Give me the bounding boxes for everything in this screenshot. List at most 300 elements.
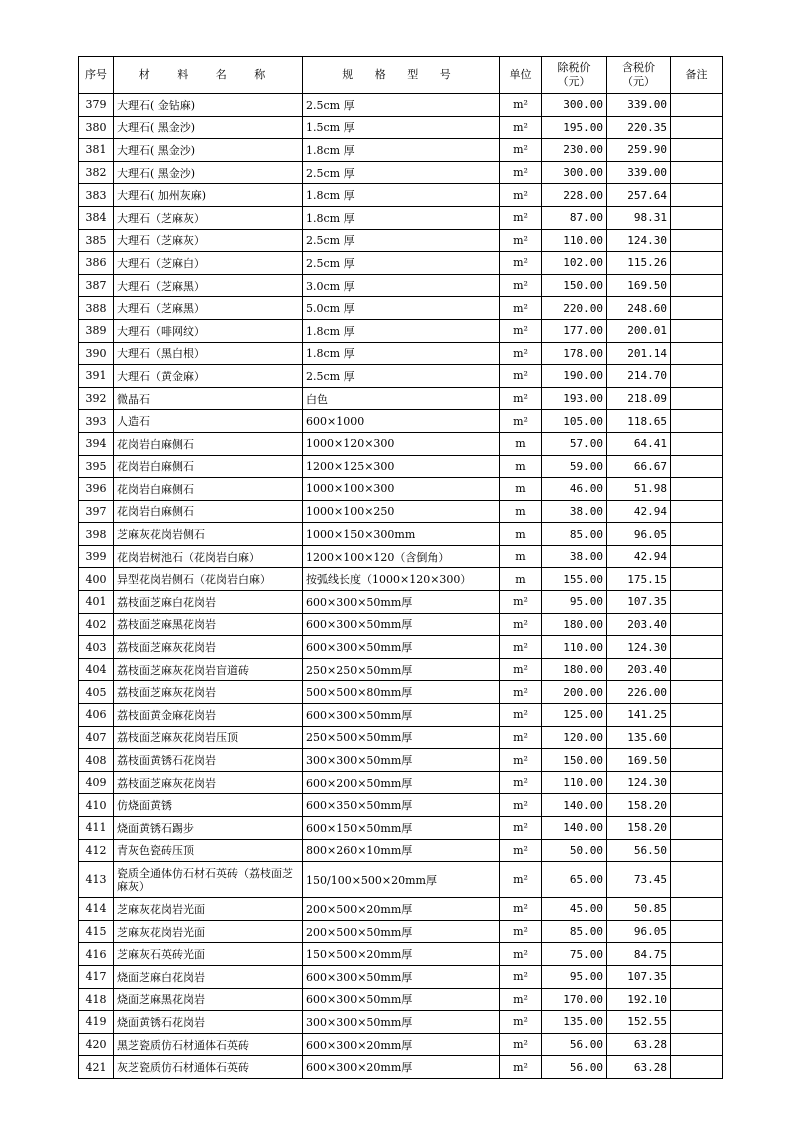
row-note [671,455,723,478]
row-spec: 600×300×20mm厚 [303,1056,500,1079]
row-unit: m² [500,704,542,727]
row-unit: m² [500,839,542,862]
row-note [671,161,723,184]
table-row [79,681,723,704]
row-note [671,704,723,727]
row-price-excl: 300.00 [542,161,607,184]
row-spec: 3.0cm 厚 [303,274,500,297]
row-price-incl: 51.98 [607,478,671,501]
row-spec: 1.8cm 厚 [303,319,500,342]
row-name: 荔枝面芝麻灰花岗岩盲道砖 [114,658,303,681]
row-no: 407 [79,726,114,749]
row-name: 荔枝面芝麻黑花岗岩 [114,613,303,636]
row-name: 大理石（黑白根） [114,342,303,365]
header-price-incl-line1: 含税价 [622,61,655,74]
row-price-excl: 180.00 [542,658,607,681]
table-row [79,274,723,297]
row-note [671,920,723,943]
row-no: 406 [79,704,114,727]
row-unit: m² [500,681,542,704]
table-body [79,94,723,1079]
row-no: 391 [79,365,114,388]
row-note [671,568,723,591]
row-spec: 2.5cm 厚 [303,252,500,275]
row-name: 大理石( 金钻麻) [114,94,303,117]
row-spec: 600×150×50mm厚 [303,817,500,840]
row-name: 灰芝瓷质仿石材通体石英砖 [114,1056,303,1079]
header-name: 材 料 名 称 [114,57,303,94]
row-no: 418 [79,988,114,1011]
row-price-excl: 59.00 [542,455,607,478]
row-note [671,749,723,772]
header-unit: 单位 [500,57,542,94]
row-name: 大理石（芝麻黑） [114,274,303,297]
row-spec: 150/100×500×20mm厚 [303,862,500,898]
row-name: 大理石( 黑金沙) [114,161,303,184]
row-unit: m² [500,965,542,988]
row-name: 芝麻灰花岗岩光面 [114,920,303,943]
row-price-incl: 175.15 [607,568,671,591]
row-price-incl: 169.50 [607,749,671,772]
row-spec: 600×300×50mm厚 [303,636,500,659]
row-name: 大理石( 黑金沙) [114,116,303,139]
row-no: 396 [79,478,114,501]
row-name: 大理石（芝麻白） [114,252,303,275]
row-note [671,898,723,921]
row-price-excl: 150.00 [542,274,607,297]
row-spec: 1000×150×300mm [303,523,500,546]
header-note: 备注 [671,57,723,94]
row-unit: m² [500,342,542,365]
row-spec: 600×200×50mm厚 [303,771,500,794]
row-name: 烧面芝麻黑花岗岩 [114,988,303,1011]
row-name: 大理石（黄金麻） [114,365,303,388]
row-unit: m² [500,862,542,898]
row-no: 417 [79,965,114,988]
row-note [671,862,723,898]
row-price-incl: 63.28 [607,1033,671,1056]
row-no: 399 [79,545,114,568]
header-no: 序号 [79,57,114,94]
table-row [79,432,723,455]
row-note [671,839,723,862]
row-spec: 1.8cm 厚 [303,184,500,207]
row-price-excl: 110.00 [542,771,607,794]
table-row [79,455,723,478]
row-name: 大理石（啡网纹） [114,319,303,342]
row-unit: m² [500,274,542,297]
row-price-incl: 64.41 [607,432,671,455]
row-spec: 1200×125×300 [303,455,500,478]
row-note [671,636,723,659]
row-note [671,545,723,568]
row-unit: m [500,545,542,568]
row-note [671,726,723,749]
table-row [79,206,723,229]
row-price-incl: 158.20 [607,794,671,817]
row-no: 386 [79,252,114,275]
row-price-excl: 230.00 [542,139,607,162]
row-unit: m² [500,387,542,410]
table-row [79,862,723,898]
row-no: 412 [79,839,114,862]
row-price-excl: 45.00 [542,898,607,921]
row-no: 393 [79,410,114,433]
row-name: 花岗岩白麻侧石 [114,432,303,455]
row-no: 421 [79,1056,114,1079]
table-row [79,636,723,659]
row-no: 400 [79,568,114,591]
row-no: 382 [79,161,114,184]
table-row [79,365,723,388]
price-table [78,56,723,1079]
row-unit: m² [500,139,542,162]
row-note [671,478,723,501]
row-price-incl: 203.40 [607,658,671,681]
row-name: 荔枝面芝麻灰花岗岩压顶 [114,726,303,749]
row-price-excl: 75.00 [542,943,607,966]
row-spec: 200×500×20mm厚 [303,898,500,921]
header-price-excl-line1: 除税价 [557,61,591,74]
row-price-excl: 220.00 [542,297,607,320]
row-name: 荔枝面黄金麻花岗岩 [114,704,303,727]
row-note [671,229,723,252]
row-price-excl: 300.00 [542,94,607,117]
row-spec: 150×500×20mm厚 [303,943,500,966]
row-price-incl: 200.01 [607,319,671,342]
row-spec: 白色 [303,387,500,410]
row-price-incl: 135.60 [607,726,671,749]
row-price-excl: 140.00 [542,794,607,817]
row-unit: m² [500,297,542,320]
row-name: 荔枝面芝麻灰花岗岩 [114,771,303,794]
row-no: 416 [79,943,114,966]
row-spec: 1.8cm 厚 [303,206,500,229]
row-price-incl: 218.09 [607,387,671,410]
row-unit: m² [500,206,542,229]
row-price-excl: 87.00 [542,206,607,229]
row-unit: m² [500,771,542,794]
row-no: 379 [79,94,114,117]
row-unit: m [500,500,542,523]
row-name: 花岗岩白麻侧石 [114,455,303,478]
row-spec: 2.5cm 厚 [303,161,500,184]
row-price-incl: 107.35 [607,965,671,988]
row-name: 荔枝面芝麻灰花岗岩 [114,681,303,704]
table-row [79,817,723,840]
row-no: 419 [79,1011,114,1034]
row-price-incl: 220.35 [607,116,671,139]
row-price-incl: 56.50 [607,839,671,862]
row-price-incl: 63.28 [607,1056,671,1079]
table-row [79,184,723,207]
row-note [671,206,723,229]
row-price-incl: 339.00 [607,161,671,184]
table-row [79,500,723,523]
row-no: 381 [79,139,114,162]
table-row [79,410,723,433]
row-spec: 600×350×50mm厚 [303,794,500,817]
row-unit: m² [500,116,542,139]
row-note [671,94,723,117]
row-price-incl: 169.50 [607,274,671,297]
table-row [79,1033,723,1056]
row-price-excl: 57.00 [542,432,607,455]
row-no: 401 [79,591,114,614]
row-note [671,252,723,275]
row-price-excl: 110.00 [542,636,607,659]
row-price-excl: 85.00 [542,523,607,546]
row-note [671,274,723,297]
row-name: 荔枝面黄锈石花岗岩 [114,749,303,772]
row-price-excl: 140.00 [542,817,607,840]
row-note [671,387,723,410]
row-price-incl: 124.30 [607,771,671,794]
table-row [79,94,723,117]
table-row [79,252,723,275]
row-name: 芝麻灰石英砖光面 [114,943,303,966]
row-price-excl: 135.00 [542,1011,607,1034]
table-row [79,839,723,862]
row-note [671,794,723,817]
table-row [79,704,723,727]
row-note [671,681,723,704]
table-row [79,478,723,501]
row-unit: m² [500,252,542,275]
row-note [671,500,723,523]
row-price-excl: 190.00 [542,365,607,388]
row-price-incl: 124.30 [607,229,671,252]
row-price-incl: 50.85 [607,898,671,921]
table-row [79,387,723,410]
row-price-excl: 38.00 [542,545,607,568]
row-no: 420 [79,1033,114,1056]
row-spec: 600×300×20mm厚 [303,1033,500,1056]
table-row [79,568,723,591]
row-price-incl: 73.45 [607,862,671,898]
row-note [671,658,723,681]
row-note [671,410,723,433]
row-spec: 1.8cm 厚 [303,342,500,365]
table-row [79,965,723,988]
row-unit: m² [500,943,542,966]
row-no: 392 [79,387,114,410]
row-price-excl: 200.00 [542,681,607,704]
row-no: 394 [79,432,114,455]
row-spec: 500×500×80mm厚 [303,681,500,704]
row-note [671,965,723,988]
row-spec: 1.5cm 厚 [303,116,500,139]
row-note [671,613,723,636]
table-row [79,342,723,365]
table-row [79,988,723,1011]
row-name: 人造石 [114,410,303,433]
row-unit: m² [500,613,542,636]
row-unit: m [500,432,542,455]
row-price-incl: 107.35 [607,591,671,614]
table-row [79,161,723,184]
table-row [79,898,723,921]
row-no: 402 [79,613,114,636]
row-note [671,1056,723,1079]
row-price-incl: 42.94 [607,500,671,523]
row-unit: m² [500,184,542,207]
table-row [79,771,723,794]
row-unit: m² [500,920,542,943]
row-price-excl: 110.00 [542,229,607,252]
row-spec: 5.0cm 厚 [303,297,500,320]
row-price-excl: 125.00 [542,704,607,727]
row-no: 388 [79,297,114,320]
row-name: 大理石( 加州灰麻) [114,184,303,207]
row-note [671,365,723,388]
row-spec: 300×300×50mm厚 [303,1011,500,1034]
row-price-excl: 105.00 [542,410,607,433]
row-no: 415 [79,920,114,943]
row-name: 大理石( 黑金沙) [114,139,303,162]
row-no: 398 [79,523,114,546]
row-price-incl: 201.14 [607,342,671,365]
table-row [79,943,723,966]
row-unit: m² [500,1056,542,1079]
row-name: 荔枝面芝麻白花岗岩 [114,591,303,614]
row-spec: 按弧线长度（1000×120×300） [303,568,500,591]
row-spec: 600×300×50mm厚 [303,988,500,1011]
row-price-incl: 118.65 [607,410,671,433]
row-unit: m² [500,94,542,117]
row-no: 397 [79,500,114,523]
row-price-excl: 180.00 [542,613,607,636]
row-unit: m² [500,161,542,184]
table-row [79,613,723,636]
row-spec: 1000×120×300 [303,432,500,455]
row-price-excl: 120.00 [542,726,607,749]
row-price-incl: 96.05 [607,523,671,546]
row-name: 瓷质全通体仿石材石英砖（荔枝面芝麻灰） [114,862,303,898]
row-price-excl: 95.00 [542,591,607,614]
row-unit: m [500,455,542,478]
table-row [79,116,723,139]
row-note [671,116,723,139]
row-spec: 2.5cm 厚 [303,94,500,117]
row-no: 404 [79,658,114,681]
header-price-excl [542,57,607,94]
table-row [79,139,723,162]
row-spec: 200×500×50mm厚 [303,920,500,943]
row-price-excl: 56.00 [542,1033,607,1056]
row-price-incl: 115.26 [607,252,671,275]
row-unit: m [500,568,542,591]
table-row [79,1011,723,1034]
header-price-incl [607,57,671,94]
row-unit: m² [500,1011,542,1034]
row-no: 411 [79,817,114,840]
row-name: 烧面芝麻白花岗岩 [114,965,303,988]
row-name: 仿烧面黄锈 [114,794,303,817]
row-no: 413 [79,862,114,898]
row-price-incl: 259.90 [607,139,671,162]
row-name: 烧面黄锈石花岗岩 [114,1011,303,1034]
row-price-incl: 124.30 [607,636,671,659]
row-no: 380 [79,116,114,139]
row-price-incl: 98.31 [607,206,671,229]
row-price-excl: 56.00 [542,1056,607,1079]
row-no: 403 [79,636,114,659]
table-row [79,297,723,320]
row-price-excl: 170.00 [542,988,607,1011]
row-unit: m² [500,658,542,681]
row-name: 黑芝瓷质仿石材通体石英砖 [114,1033,303,1056]
row-unit: m² [500,229,542,252]
row-note [671,1011,723,1034]
row-price-incl: 214.70 [607,365,671,388]
row-price-excl: 155.00 [542,568,607,591]
row-spec: 300×300×50mm厚 [303,749,500,772]
row-note [671,184,723,207]
row-spec: 600×300×50mm厚 [303,704,500,727]
row-name: 青灰色瓷砖压顶 [114,839,303,862]
row-note [671,988,723,1011]
row-price-incl: 158.20 [607,817,671,840]
row-no: 384 [79,206,114,229]
row-price-incl: 152.55 [607,1011,671,1034]
row-unit: m² [500,898,542,921]
row-name: 微晶石 [114,387,303,410]
row-spec: 250×250×50mm厚 [303,658,500,681]
row-no: 387 [79,274,114,297]
table-row [79,591,723,614]
row-unit: m [500,478,542,501]
row-price-excl: 178.00 [542,342,607,365]
row-no: 395 [79,455,114,478]
table-row [79,229,723,252]
row-price-excl: 85.00 [542,920,607,943]
row-price-excl: 150.00 [542,749,607,772]
row-spec: 600×300×50mm厚 [303,591,500,614]
row-price-incl: 66.67 [607,455,671,478]
row-unit: m² [500,636,542,659]
row-spec: 1.8cm 厚 [303,139,500,162]
header-spec: 规 格 型 号 [303,57,500,94]
row-name: 花岗岩树池石（花岗岩白麻） [114,545,303,568]
row-unit: m² [500,591,542,614]
row-name: 荔枝面芝麻灰花岗岩 [114,636,303,659]
row-name: 异型花岗岩侧石（花岗岩白麻） [114,568,303,591]
header-price-incl-line2: （元） [622,75,655,88]
row-price-excl: 50.00 [542,839,607,862]
row-unit: m² [500,319,542,342]
row-unit: m² [500,410,542,433]
row-price-incl: 84.75 [607,943,671,966]
row-no: 385 [79,229,114,252]
row-price-excl: 228.00 [542,184,607,207]
row-note [671,297,723,320]
row-no: 408 [79,749,114,772]
row-unit: m² [500,749,542,772]
row-price-excl: 46.00 [542,478,607,501]
row-name: 芝麻灰花岗岩侧石 [114,523,303,546]
row-spec: 250×500×50mm厚 [303,726,500,749]
row-unit: m² [500,988,542,1011]
row-price-incl: 96.05 [607,920,671,943]
row-name: 大理石（芝麻灰） [114,206,303,229]
row-note [671,591,723,614]
row-price-excl: 193.00 [542,387,607,410]
row-note [671,771,723,794]
row-unit: m [500,523,542,546]
row-price-incl: 257.64 [607,184,671,207]
row-spec: 1000×100×300 [303,478,500,501]
